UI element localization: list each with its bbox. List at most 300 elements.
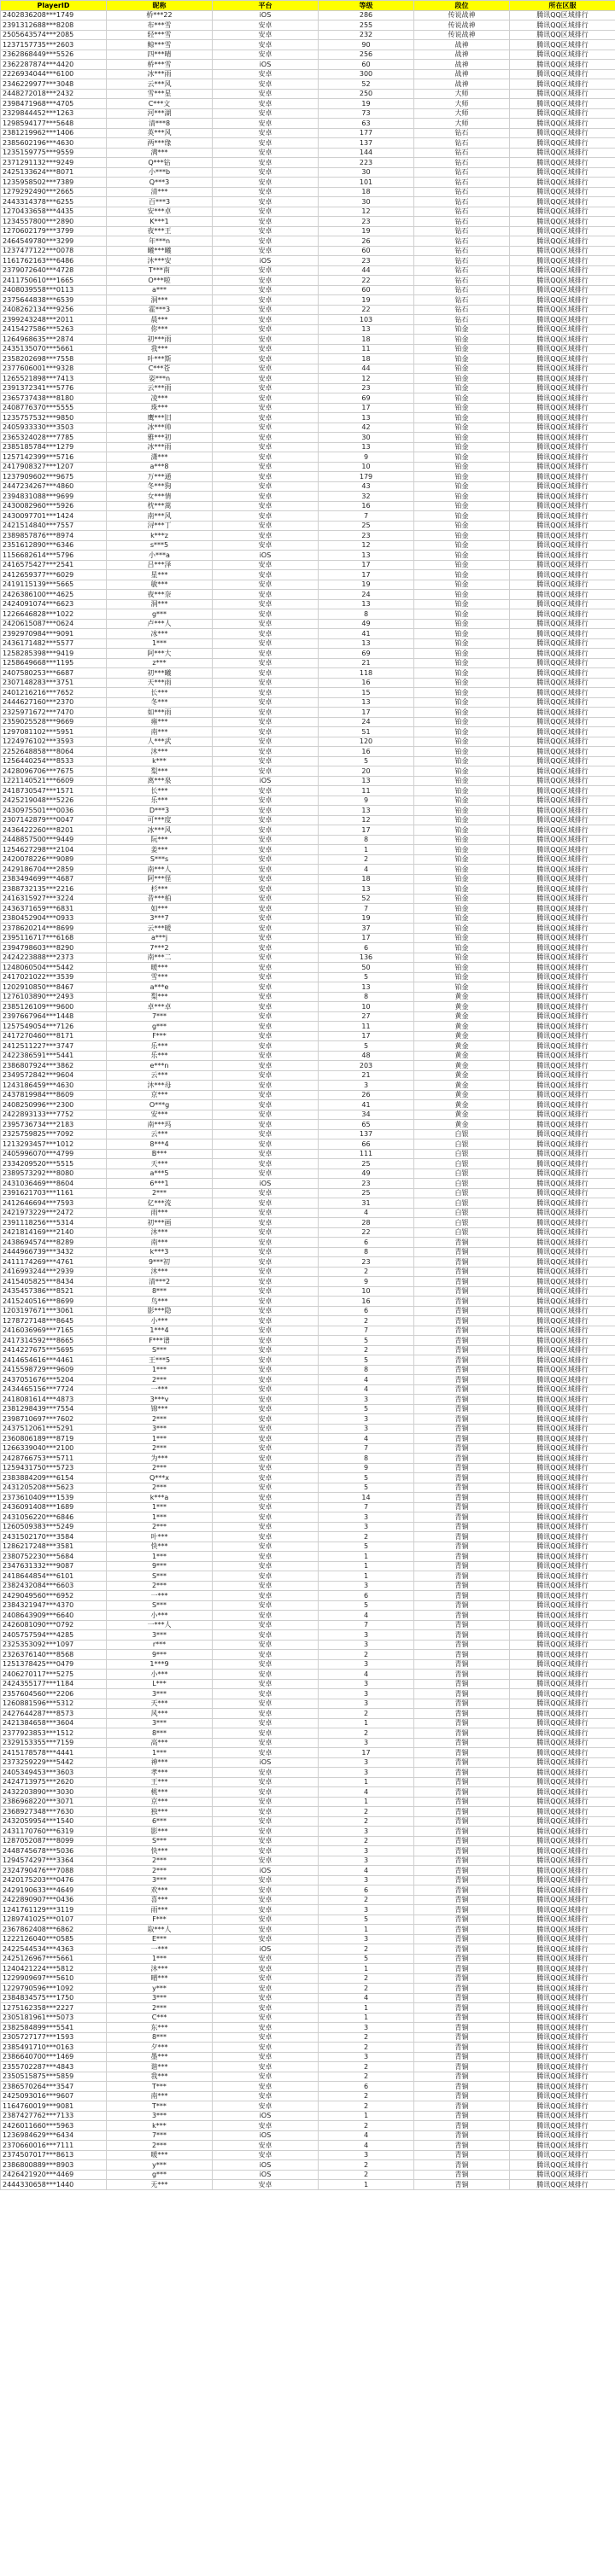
table-row	[1, 2072, 615, 2082]
nickname-cell: 影***	[107, 1827, 213, 1837]
level-cell: 49	[319, 619, 414, 629]
rank-cell: 铂金	[414, 874, 510, 884]
platform-cell: 安卓	[213, 874, 319, 884]
platform-cell: 安卓	[213, 521, 319, 531]
platform-cell: 安卓	[213, 1434, 319, 1444]
rank-cell: 青铜	[414, 1571, 510, 1582]
platform-cell: 安卓	[213, 688, 319, 698]
player-id-cell: 1221140521***6609	[1, 776, 107, 786]
platform-cell: 安卓	[213, 246, 319, 256]
platform-cell: 安卓	[213, 629, 319, 639]
level-cell: 37	[319, 924, 414, 934]
table-row	[1, 1699, 615, 1709]
rank-cell: 青铜	[414, 1787, 510, 1798]
server-cell: 腾讯QQ区域排行	[510, 1316, 615, 1326]
nickname-cell: 3***7	[107, 913, 213, 924]
rank-cell: 青铜	[414, 1238, 510, 1248]
table-row	[1, 1041, 615, 1052]
player-id-cell: 2425093016***9607	[1, 2091, 107, 2101]
platform-cell: 安卓	[213, 295, 319, 306]
rank-cell: 青铜	[414, 1316, 510, 1326]
nickname-cell: 7***2	[107, 943, 213, 953]
nickname-cell: r***	[107, 1640, 213, 1650]
table-row	[1, 638, 615, 649]
player-id-cell: 2436371659***6831	[1, 904, 107, 914]
header-player-id: PlayerID	[1, 1, 107, 11]
table-row	[1, 2160, 615, 2171]
player-id-cell: 2424355177***1184	[1, 1679, 107, 1689]
nickname-cell: 3***	[107, 1718, 213, 1728]
nickname-cell: 一***	[107, 1384, 213, 1395]
server-cell: 腾讯QQ区域排行	[510, 1169, 615, 1179]
level-cell: 18	[319, 335, 414, 345]
level-cell: 2	[319, 854, 414, 865]
table-row	[1, 1571, 615, 1582]
server-cell: 腾讯QQ区域排行	[510, 2003, 615, 2014]
server-cell: 腾讯QQ区域排行	[510, 433, 615, 443]
nickname-cell: 云***	[107, 1070, 213, 1081]
table-row	[1, 1454, 615, 1464]
server-cell: 腾讯QQ区域排行	[510, 1532, 615, 1542]
server-cell: 腾讯QQ区域排行	[510, 128, 615, 138]
nickname-cell: 桥***雪	[107, 60, 213, 70]
level-cell: 24	[319, 590, 414, 600]
table-row	[1, 1964, 615, 1974]
rank-cell: 黄金	[414, 1051, 510, 1061]
server-cell: 腾讯QQ区域排行	[510, 158, 615, 168]
nickname-cell: 2***	[107, 1522, 213, 1532]
platform-cell: 安卓	[213, 138, 319, 149]
server-cell: 腾讯QQ区域排行	[510, 531, 615, 541]
table-row	[1, 1443, 615, 1454]
nickname-cell: 珠***	[107, 403, 213, 413]
rank-cell: 钻石	[414, 285, 510, 295]
table-row	[1, 697, 615, 708]
platform-cell: 安卓	[213, 1198, 319, 1209]
platform-cell: 安卓	[213, 2052, 319, 2062]
rank-cell: 钻石	[414, 226, 510, 236]
level-cell: 120	[319, 737, 414, 747]
level-cell: 3	[319, 1081, 414, 1091]
server-cell: 腾讯QQ区域排行	[510, 2101, 615, 2112]
player-id-cell: 2418730547***1571	[1, 786, 107, 796]
player-id-cell: 2438694574***8289	[1, 1238, 107, 1248]
server-cell: 腾讯QQ区域排行	[510, 1355, 615, 1366]
table-row	[1, 1807, 615, 1817]
table-row	[1, 20, 615, 31]
rank-cell: 青铜	[414, 1738, 510, 1748]
player-id-cell: 2425126967***5661	[1, 1954, 107, 1964]
nickname-cell: 乐***	[107, 1041, 213, 1052]
player-id-cell: 2305181961***5073	[1, 2013, 107, 2023]
level-cell: 179	[319, 472, 414, 482]
nickname-cell: 1***	[107, 1954, 213, 1964]
rank-cell: 青铜	[414, 2130, 510, 2141]
server-cell: 腾讯QQ区域排行	[510, 1816, 615, 1827]
platform-cell: 安卓	[213, 1964, 319, 1974]
table-row	[1, 2032, 615, 2043]
nickname-cell: 8***4	[107, 1139, 213, 1150]
player-id-cell: 2374507017***8613	[1, 2150, 107, 2160]
rank-cell: 铂金	[414, 972, 510, 982]
rank-cell: 青铜	[414, 1650, 510, 1660]
platform-cell: 安卓	[213, 1070, 319, 1081]
rank-cell: 青铜	[414, 1532, 510, 1542]
rank-cell: 青铜	[414, 1561, 510, 1571]
table-row	[1, 1954, 615, 1964]
platform-cell: 安卓	[213, 167, 319, 178]
rank-cell: 青铜	[414, 1915, 510, 1925]
server-cell: 腾讯QQ区域排行	[510, 1297, 615, 1307]
rank-cell: 铂金	[414, 551, 510, 561]
player-id-cell: 1257142399***5716	[1, 452, 107, 463]
level-cell: 1	[319, 1718, 414, 1728]
level-cell: 3	[319, 1640, 414, 1650]
player-id-cell: 1237157735***2603	[1, 40, 107, 50]
rank-cell: 白银	[414, 1149, 510, 1159]
level-cell: 3	[319, 1395, 414, 1405]
table-row	[1, 1120, 615, 1130]
table-row	[1, 727, 615, 737]
level-cell: 2	[319, 2101, 414, 2112]
level-cell: 1	[319, 2180, 414, 2190]
server-cell: 腾讯QQ区域排行	[510, 442, 615, 452]
server-cell: 腾讯QQ区域排行	[510, 1650, 615, 1660]
nickname-cell: 冰***雨	[107, 69, 213, 79]
nickname-cell: 南***	[107, 2091, 213, 2101]
table-row	[1, 501, 615, 511]
platform-cell: 安卓	[213, 1522, 319, 1532]
level-cell: 7	[319, 1326, 414, 1336]
table-row	[1, 2043, 615, 2053]
server-cell: 腾讯QQ区域排行	[510, 1110, 615, 1120]
level-cell: 3	[319, 1768, 414, 1778]
level-cell: 60	[319, 285, 414, 295]
nickname-cell: 卓***卓	[107, 1002, 213, 1012]
server-cell: 腾讯QQ区域排行	[510, 374, 615, 384]
platform-cell: 安卓	[213, 1208, 319, 1218]
level-cell: 3	[319, 1934, 414, 1944]
nickname-cell: 锦***	[107, 1404, 213, 1414]
player-id-cell: 2443314378***6255	[1, 197, 107, 207]
rank-cell: 青铜	[414, 1709, 510, 1719]
server-cell: 腾讯QQ区域排行	[510, 1267, 615, 1277]
rank-cell: 铂金	[414, 717, 510, 727]
platform-cell: 安卓	[213, 344, 319, 354]
platform-cell: 安卓	[213, 1699, 319, 1709]
level-cell: 5	[319, 756, 414, 766]
player-id-cell: 2389857876***8974	[1, 531, 107, 541]
level-cell: 17	[319, 1031, 414, 1041]
platform-cell: 安卓	[213, 1875, 319, 1885]
table-row	[1, 40, 615, 50]
player-id-cell: 1243186459***4630	[1, 1081, 107, 1091]
level-cell: 300	[319, 69, 414, 79]
level-cell: 3	[319, 1846, 414, 1856]
table-row	[1, 1267, 615, 1277]
level-cell: 11	[319, 1022, 414, 1032]
rank-cell: 铂金	[414, 638, 510, 649]
player-id-cell: 2359025528***9669	[1, 717, 107, 727]
nickname-cell: 满***	[107, 148, 213, 158]
nickname-cell: 英***风	[107, 128, 213, 138]
level-cell: 3	[319, 1630, 414, 1641]
table-row	[1, 1522, 615, 1532]
server-cell: 腾讯QQ区域排行	[510, 1689, 615, 1699]
server-cell: 腾讯QQ区域排行	[510, 1905, 615, 1915]
server-cell: 腾讯QQ区域排行	[510, 403, 615, 413]
level-cell: 13	[319, 776, 414, 786]
server-cell: 腾讯QQ区域排行	[510, 825, 615, 836]
platform-cell: 安卓	[213, 1787, 319, 1798]
server-cell: 腾讯QQ区域排行	[510, 236, 615, 247]
nickname-cell: C***文	[107, 99, 213, 109]
platform-cell: 安卓	[213, 845, 319, 855]
table-row	[1, 423, 615, 433]
server-cell: 腾讯QQ区域排行	[510, 776, 615, 786]
nickname-cell: S***	[107, 1571, 213, 1582]
server-cell: 腾讯QQ区域排行	[510, 747, 615, 757]
nickname-cell: T***	[107, 2082, 213, 2092]
platform-cell: 安卓	[213, 1581, 319, 1591]
level-cell: 23	[319, 1179, 414, 1189]
server-cell: 腾讯QQ区域排行	[510, 1179, 615, 1189]
player-id-cell: 2424091074***6623	[1, 599, 107, 609]
nickname-cell: 南***	[107, 727, 213, 737]
rank-cell: 青铜	[414, 1424, 510, 1434]
platform-cell: 安卓	[213, 423, 319, 433]
rank-cell: 黄金	[414, 1100, 510, 1110]
server-cell: 腾讯QQ区域排行	[510, 60, 615, 70]
server-cell: 腾讯QQ区域排行	[510, 1129, 615, 1139]
player-id-cell: 2329153355***7159	[1, 1738, 107, 1748]
nickname-cell: 轻***雪	[107, 30, 213, 40]
rank-cell: 青铜	[414, 2082, 510, 2092]
platform-cell: 安卓	[213, 1247, 319, 1257]
platform-cell: 安卓	[213, 79, 319, 90]
rank-cell: 青铜	[414, 1267, 510, 1277]
nickname-cell: 一***	[107, 1591, 213, 1601]
player-id-cell: 2349572842***9604	[1, 1070, 107, 1081]
player-id-cell: 1237909602***9675	[1, 472, 107, 482]
nickname-cell: C***	[107, 2013, 213, 2023]
rank-cell: 青铜	[414, 1659, 510, 1670]
server-cell: 腾讯QQ区域排行	[510, 2150, 615, 2160]
level-cell: 7	[319, 1620, 414, 1630]
level-cell: 50	[319, 963, 414, 973]
server-cell: 腾讯QQ区域排行	[510, 1875, 615, 1885]
rank-cell: 铂金	[414, 737, 510, 747]
nickname-cell: 清***	[107, 187, 213, 197]
platform-cell: 安卓	[213, 69, 319, 79]
level-cell: 5	[319, 1355, 414, 1366]
server-cell: 腾讯QQ区域排行	[510, 1493, 615, 1503]
server-cell: 腾讯QQ区域排行	[510, 285, 615, 295]
table-row	[1, 462, 615, 472]
level-cell: 3	[319, 2150, 414, 2160]
player-id-cell: 2408250996***2300	[1, 1100, 107, 1110]
level-cell: 3	[319, 1689, 414, 1699]
platform-cell: 安卓	[213, 933, 319, 943]
nickname-cell: 2***	[107, 1866, 213, 1876]
server-cell: 腾讯QQ区域排行	[510, 992, 615, 1002]
server-cell: 腾讯QQ区域排行	[510, 580, 615, 590]
player-id-cell: 1156682614***5796	[1, 551, 107, 561]
table-row	[1, 1856, 615, 1866]
player-id-cell: 2389573292***8080	[1, 1169, 107, 1179]
nickname-cell: 云***风	[107, 79, 213, 90]
rank-cell: 黄金	[414, 992, 510, 1002]
player-id-cell: 1297081102***5951	[1, 727, 107, 737]
platform-cell: 安卓	[213, 89, 319, 99]
level-cell: 17	[319, 403, 414, 413]
level-cell: 16	[319, 747, 414, 757]
player-id-cell: 1251378425***0479	[1, 1659, 107, 1670]
level-cell: 3	[319, 1679, 414, 1689]
level-cell: 1	[319, 1571, 414, 1582]
player-id-cell: 2435457386***8521	[1, 1286, 107, 1297]
rank-cell: 青铜	[414, 1355, 510, 1366]
level-cell: 3	[319, 2052, 414, 2062]
platform-cell: 安卓	[213, 364, 319, 374]
table-row	[1, 982, 615, 993]
level-cell: 3	[319, 1581, 414, 1591]
nickname-cell: s***5	[107, 540, 213, 551]
nickname-cell: 初***曦	[107, 668, 213, 679]
player-id-cell: 2381219962***1406	[1, 128, 107, 138]
player-id-cell: 2408643909***6640	[1, 1611, 107, 1621]
level-cell: 2	[319, 2043, 414, 2053]
server-cell: 腾讯QQ区域排行	[510, 609, 615, 620]
server-cell: 腾讯QQ区域排行	[510, 963, 615, 973]
server-cell: 腾讯QQ区域排行	[510, 2013, 615, 2023]
player-id-cell: 1254627298***2104	[1, 845, 107, 855]
platform-cell: 安卓	[213, 1630, 319, 1641]
table-row	[1, 1355, 615, 1366]
server-cell: 腾讯QQ区域排行	[510, 1748, 615, 1758]
nickname-cell: 取***人	[107, 1925, 213, 1935]
platform-cell: 安卓	[213, 374, 319, 384]
player-id-cell: 1260881596***5312	[1, 1699, 107, 1709]
rank-cell: 白银	[414, 1208, 510, 1218]
platform-cell: iOS	[213, 1866, 319, 1876]
table-row	[1, 1129, 615, 1139]
rank-cell: 青铜	[414, 1483, 510, 1493]
platform-cell: 安卓	[213, 1051, 319, 1061]
nickname-cell: 南***人	[107, 865, 213, 875]
rank-cell: 钻石	[414, 315, 510, 325]
player-id-cell: 2418644854***6101	[1, 1571, 107, 1582]
player-id-cell: 2384834575***1750	[1, 1993, 107, 2003]
table-row	[1, 599, 615, 609]
platform-cell: 安卓	[213, 1473, 319, 1483]
server-cell: 腾讯QQ区域排行	[510, 1561, 615, 1571]
player-id-cell: 2351612890***6346	[1, 540, 107, 551]
rank-cell: 大师	[414, 89, 510, 99]
nickname-cell: 高***	[107, 1738, 213, 1748]
nickname-cell: 河***湖	[107, 108, 213, 119]
level-cell: 5	[319, 1473, 414, 1483]
server-cell: 腾讯QQ区域排行	[510, 1070, 615, 1081]
rank-cell: 黄金	[414, 1031, 510, 1041]
player-id-cell: 2386968220***3071	[1, 1797, 107, 1807]
nickname-cell: K***1	[107, 217, 213, 227]
server-cell: 腾讯QQ区域排行	[510, 1846, 615, 1856]
rank-cell: 铂金	[414, 756, 510, 766]
player-id-cell: 2414227675***5695	[1, 1345, 107, 1355]
server-cell: 腾讯QQ区域排行	[510, 835, 615, 845]
table-row	[1, 1973, 615, 1984]
platform-cell: 安卓	[213, 590, 319, 600]
level-cell: 3	[319, 1856, 414, 1866]
table-row	[1, 1061, 615, 1071]
nickname-cell: 1***	[107, 1365, 213, 1375]
nickname-cell: 云***雨	[107, 383, 213, 393]
server-cell: 腾讯QQ区域排行	[510, 79, 615, 90]
rank-cell: 铂金	[414, 649, 510, 659]
platform-cell: 安卓	[213, 2013, 319, 2023]
rank-cell: 钻石	[414, 265, 510, 276]
nickname-cell: Q***x	[107, 1473, 213, 1483]
table-row	[1, 1022, 615, 1032]
level-cell: 41	[319, 1100, 414, 1110]
nickname-cell: 清***8	[107, 119, 213, 129]
table-row	[1, 913, 615, 924]
table-row	[1, 1591, 615, 1601]
player-id-cell: 2362287874***4420	[1, 60, 107, 70]
rank-cell: 青铜	[414, 2111, 510, 2121]
rank-cell: 铂金	[414, 481, 510, 492]
nickname-cell: 3***	[107, 2111, 213, 2121]
rank-cell: 铂金	[414, 688, 510, 698]
server-cell: 腾讯QQ区域排行	[510, 560, 615, 570]
table-row	[1, 766, 615, 777]
player-id-cell: 2383494699***4687	[1, 874, 107, 884]
player-id-cell: 2421973229***2472	[1, 1208, 107, 1218]
table-row	[1, 1836, 615, 1846]
level-cell: 8	[319, 835, 414, 845]
server-cell: 腾讯QQ区域排行	[510, 1434, 615, 1444]
nickname-cell: 沐***	[107, 1227, 213, 1238]
level-cell: 10	[319, 1002, 414, 1012]
level-cell: 13	[319, 638, 414, 649]
server-cell: 腾讯QQ区域排行	[510, 452, 615, 463]
table-row	[1, 1659, 615, 1670]
platform-cell: 安卓	[213, 119, 319, 129]
server-cell: 腾讯QQ区域排行	[510, 265, 615, 276]
platform-cell: 安卓	[213, 1483, 319, 1493]
level-cell: 5	[319, 1600, 414, 1611]
rank-cell: 传说战神	[414, 30, 510, 40]
nickname-cell: O***g	[107, 1100, 213, 1110]
rank-cell: 钻石	[414, 276, 510, 286]
nickname-cell: 2***	[107, 1375, 213, 1385]
rank-cell: 青铜	[414, 1954, 510, 1964]
level-cell: 3	[319, 1905, 414, 1915]
server-cell: 腾讯QQ区域排行	[510, 727, 615, 737]
platform-cell: 安卓	[213, 1856, 319, 1866]
level-cell: 2	[319, 2062, 414, 2072]
player-id-cell: 2377923853***1512	[1, 1728, 107, 1739]
level-cell: 3	[319, 1424, 414, 1434]
rank-cell: 钻石	[414, 207, 510, 217]
nickname-cell: 暖***	[107, 2150, 213, 2160]
platform-cell: 安卓	[213, 1502, 319, 1512]
server-cell: 腾讯QQ区域排行	[510, 1238, 615, 1248]
nickname-cell: 晴***	[107, 1973, 213, 1984]
player-id-cell: 2421814169***2140	[1, 1227, 107, 1238]
nickname-cell: 云***	[107, 1129, 213, 1139]
